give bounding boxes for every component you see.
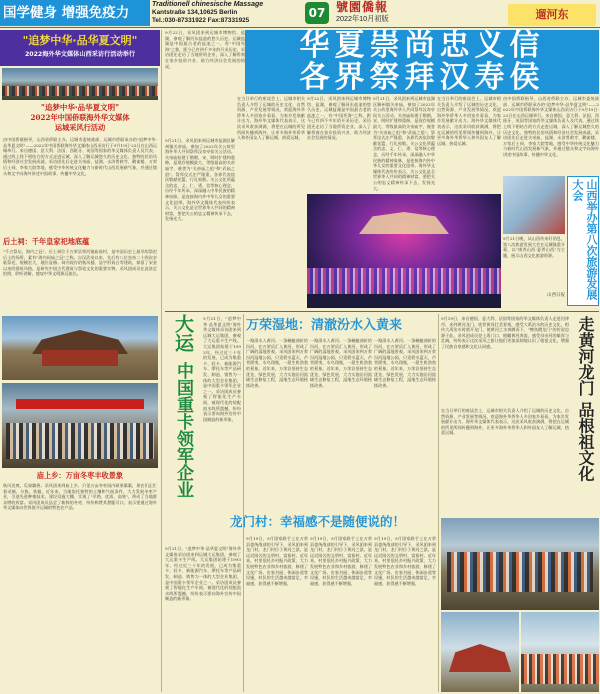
longmen-body-1: 9月19日，9月国家联手上在万荣县委统战部的引导下，采风团来到龙门村。龙门村位于黄河之滨，是远近闻名的文明村、富裕村。近年来，村里依托乡村振兴政策，大力发展特色农业和乡村旅游，修建了文化广场、农家书屋、休闲步道等设施，村民的生活越来越富足，幸福感、获得感不断增强。 — [246, 536, 308, 586]
huanghe-body: 9月19日，来自德国、意大利、法国等国家的华文媒体负责人走进河津市，来到黄河龙门，欣赏黄河壮美景观，感受大禹治水的历史文化。相传大禹治水时凿开龙门，使黄河之水奔腾而下，"鲤鱼跳龙门"的传说也源于此。采风团成员登上禹门口，俯瞰黄河奔流，感受母亲河的雄浑与壮阔，纷纷表示这次采风之旅让他们更加深刻地认识了根祖文化，增强了民族自豪感和文化认同感。 — [441, 316, 569, 349]
shanxi-side-body: 9月21日晚，从山西传来好消息，第八次旅游发展大会在运城隆重开幕，以"康养山西·夏养山西"为主题，展示山西文化旅游资源。 — [503, 236, 565, 258]
center-text-col-1: 9月21日，采风团来到运城市盐湖区解州镇关帝庙，参加了2022年关公故里海外华人共同祭拜汉寿亭侯关公活动。关帝庙始建于隋朝，宋、明时扩建和重修，是现存规模最大、等级最高的关帝庙宇，被誉为"关帝庙之祖"和"武庙之祖"。祭拜仪式庄严隆重，各界代表依次敬献花篮、行礼致敬。关公文化所蕴含的忠、义、仁、勇、信等核心理念，历经千年传承，深深融入中华民族的精神血脉，是连接海内外中华儿女的重要文化纽带。海外华文媒体代表纷纷表示，关公文化是全世界华人共同的精神财富，要把关公的忠义精神传承下去，发扬光大。 — [165, 138, 235, 222]
right-text-col-top: 由中国侨联指导，山西省侨联主办，运城市委统战部、运城市侨联承办的"追梦中华·品华夏文明"——2022年中国侨联海外华文媒体山西采访行于9月19日-23日在山西运城举行。来自德国、意大利、法国、西班牙、英国等国家的华文媒体负责人及代表，通过线上线下相结合的方式走进运城，深入了解运城悠久的历史文化、独特的民俗风情和经济社会发展成就。采访团先后走进关帝庙、盐湖、永济普救寺、鹳雀楼、万荣后土祠、李家大院等地，感受中华传统文化魅力与新时代山西发展新气象，并通过镜头和文字向海外讲述中国故事、传播中华文化。 — [503, 96, 599, 157]
column-tag: 遛河东 — [535, 8, 569, 21]
tourism-conference-photo — [503, 176, 565, 234]
datong-title-1: 大运 — [172, 314, 194, 352]
paper-name: 號園僑報 — [336, 0, 389, 14]
houtu-title: 后土祠：千年皇家祀地底蕴 — [3, 237, 90, 246]
temple-photo — [2, 316, 158, 380]
page-number-badge — [305, 2, 329, 24]
dragon-gate-photo-1 — [441, 612, 519, 692]
longmen-body-2: 9月19日，9月国家联手上在万荣县委统战部的引导下，采风团来到龙门村。龙门村位于黄河之滨，是远近闻名的文明村、富裕村。近年来，村里依托乡村振兴政策，大力发展特色农业和乡村旅游，修建了文化广场、农家书屋、休闲步道等设施，村民的生活越来越富足，幸福感、获得感不断增强。 — [310, 536, 372, 586]
dream-title-3: 运城采风行活动 — [54, 123, 106, 132]
left-banner — [0, 30, 160, 66]
dragon-gate-photo-2 — [521, 612, 599, 692]
column-divider-right — [438, 314, 439, 692]
publisher-address: Kantstraße 134,10625 Berlin — [152, 9, 238, 16]
center-text-col-3: 9月22日，采风团来到运城市博物馆、盐湖，参观了解河东盐池的悠久历史。运城盐湖是中国最古老的盐池之一，有"中国死海"之称，距今已有四千多年的开采历史。采访团还走访了当地侨资企业，深入了解侨商在家乡投资兴业、助力经济社会发展的情况。 — [307, 96, 371, 141]
shanxi-side-credit: 山西日报 — [547, 293, 565, 298]
dream-title-1: "追梦中华·品华夏文明" — [40, 103, 120, 112]
shanxi-side-title: 山西举办第八次旅游发展大会 — [571, 179, 598, 300]
group-photo-right — [441, 518, 599, 610]
group-photo-top — [2, 68, 158, 100]
dream-title-2: 2022年中国侨联海外华文媒体 — [30, 113, 130, 122]
wanrong-body-3: 一路清水入黄河。一条蜿蜒曲折的汾河，在万荣县汇入黄河，形成了广阔的湿地景观。采风团来到万荣汾河湿地公园，只见碧水蓝天，芦苇摇曳，水鸟翔集，一派生机勃勃的景象。近年来，万荣县坚持生态优先、绿色发展，大力实施汾河流域生态修复工程，湿地生态环境持续改善。 — [374, 338, 436, 388]
datong-title-2: 中国重卡领军企业 — [173, 362, 193, 498]
mid-rule — [165, 311, 599, 312]
pujiu-title: 庙上乡：万亩冬枣丰收景象 — [36, 471, 124, 480]
publisher-info — [152, 1, 302, 26]
upper-mid-text — [165, 30, 245, 136]
publisher-name: Traditionell chinesische Massage — [152, 1, 264, 8]
upper-mid-body: 9月22日，采风团来到运城市博物馆、盐湖，参观了解河东盐池的悠久历史。运城盐湖是中国最古老的盐池之一，有"中国死海"之称，距今已有四千多年的开采历史。采访团还走访了当地侨资企业，深入了解侨商在家乡投资兴业、助力经济社会发展的情况。 — [165, 30, 245, 69]
wanrong-body-1: 一路清水入黄河。一条蜿蜒曲折的汾河，在万荣县汇入黄河，形成了广阔的湿地景观。采风团来到万荣汾河湿地公园，只见碧水蓝天，芦苇摇曳，水鸟翔集，一派生机勃勃的景象。近年来，万荣县坚持生态优先、绿色发展，大力实施汾河流域生态修复工程，湿地生态环境持续改善。 — [246, 338, 308, 388]
datong-title-box — [165, 314, 201, 544]
column-tag-box — [508, 4, 596, 26]
longmen-body-3: 9月19日，9月国家联手上在万荣县委统战部的引导下，采风团来到龙门村。龙门村位于黄河之滨，是远近闻名的文明村、富裕村。近年来，村里依托乡村振兴政策，大力发展特色农业和乡村旅游，修建了文化广场、农家书屋、休闲步道等设施，村民的生活越来越富足，幸福感、获得感不断增强。 — [374, 536, 436, 586]
column-divider-left — [161, 30, 162, 692]
date-edition: 2022年10月初版 — [336, 14, 389, 23]
left-banner-subtitle: 2022海外华文媒体山西采访行活动举行 — [24, 51, 136, 58]
ceremony-photo — [307, 194, 501, 308]
dream-body: 由中国侨联指导，山西省侨联主办，运城市委统战部、运城市侨联承办的"追梦中华·品华夏文明"——2022年中国侨联海外华文媒体山西采访行于9月19日-23日在山西运城举行。来自德国、意大利、法国、西班牙、英国等国家的华文媒体负责人及代表，通过线上线下相结合的方式走进运城，深入了解运城悠久的历史文化、独特的民俗风情和经济社会发展成就。采访团先后走进关帝庙、盐湖、永济普救寺、鹳雀楼、万荣后土祠、李家大院等地，感受中华传统文化魅力与新时代山西发展新气象，并通过镜头和文字向海外讲述中国故事、传播中华文化。 — [3, 137, 157, 176]
right-lower-body: 在当日举行的座谈会上，运城市相关负责人介绍了运城的历史文化、自然资源、产业发展等情况，欢迎海外华侨华人多回家乡看看，为家乡发展献计出力。海外华文媒体代表表示，这次采风收获满满，将把在运城的所见所闻传播到海外，让更多海外华侨华人和外国友人了解运城、热爱运城。 — [441, 408, 569, 436]
datong-body-1: 9月21日，"追梦中华·品华夏文明"海外华文媒体采访团来到运城大运集团，参观了大运重卡生产线。大运集团始建于1993年，经过近三十年的发展，已成为集重卡、轻卡、新能源汽车、摩托车等产品研发、制造、销售为一体的大型企业集团，是中国重卡领军企业之一。采访团成员参观了智能化生产车间，被现代化的装配流水线所震撼，纷纷表示要向海外宣传中国制造的新形象。 — [203, 316, 241, 422]
huanghe-title-box — [571, 316, 599, 516]
datong-body-2: 9月21日，"追梦中华·品华夏文明"海外华文媒体采访团来到运城大运集团，参观了大运重卡生产线。大运集团始建于1993年，经过近三十年的发展，已成为集重卡、轻卡、新能源汽车、摩托车等产品研发、制造、销售为一体的大型企业集团，是中国重卡领军企业之一。采访团成员参观了智能化生产车间，被现代化的装配流水线所震撼，纷纷表示要向海外宣传中国制造的新形象。 — [165, 546, 241, 602]
main-headline-line1: 华夏崇尚忠义信 — [299, 28, 545, 63]
center-text-col-2: 在当日举行的座谈会上，运城市相关负责人介绍了运城的历史文化、自然资源、产业发展等情况，欢迎海外华侨华人多回家乡看看，为家乡发展献计出力。海外华文媒体代表表示，这次采风收获满满，将把在运城的所见所闻传播到海外，让更多海外华侨华人和外国友人了解运城、热爱运城。 — [237, 96, 305, 141]
center-text-col-4: 9月21日，采风团来到运城市盐湖区解州镇关帝庙，参加了2022年关公故里海外华人共同祭拜汉寿亭侯关公活动。关帝庙始建于隋朝，宋、明时扩建和重修，是现存规模最大、等级最高的关帝庙宇，被誉为"关帝庙之祖"和"武庙之祖"。祭拜仪式庄严隆重，各界代表依次敬献花篮、行礼致敬。关公文化所蕴含的忠、义、仁、勇、信等核心理念，历经千年传承，深深融入中华民族的精神血脉，是连接海内外中华儿女的重要文化纽带。海外华文媒体代表纷纷表示，关公文化是全世界华人共同的精神财富，要把关公的忠义精神传承下去，发扬光大。 — [373, 96, 435, 191]
main-headline-line2: 各界祭拜汉寿侯 — [299, 60, 545, 95]
wanrong-title: 万荣湿地：清澈汾水入黄来 — [246, 318, 403, 333]
page-number: 07 — [308, 6, 326, 20]
masthead-slogan-band — [0, 0, 150, 26]
masthead-slogan: 国学健身 增强免疫力 — [3, 5, 130, 21]
houtu-body: "千古祭坛，海内之冠"。后土祠位于万荣县荣河镇庙前村，是中国历史上最早的祭祀后土的场所，素有"海内祠庙之冠"之称。自汉武帝以来，先后有八位皇帝二十四次亲临祭祀，规模宏大，地位显赫。祠内现存的秋风楼、品字形戏台等建筑，保留了宋金以来的建筑风格，是研究中国古代建筑与祭祀文化的重要实物。采风团成员在此驻足拍照，聆听讲解，感叹中华文明源远流长。 — [3, 249, 157, 277]
left-banner-title: "追梦中华·品华夏文明" — [22, 34, 138, 47]
shanxi-side-title-box — [567, 176, 599, 306]
longmen-title: 龙门村：幸福感不是随便说的！ — [230, 514, 406, 529]
huanghe-title: 走黄河龙门 品根祖文化 — [576, 316, 595, 482]
publisher-tel: Tel.:030-87331922 Fax:87331925 — [152, 17, 250, 24]
center-text-col-5: 在当日举行的座谈会上，运城市相关负责人介绍了运城的历史文化、自然资源、产业发展等情况，欢迎海外华侨华人多回家乡看看，为家乡发展献计出力。海外华文媒体代表表示，这次采风收获满满，将把在运城的所见所闻传播到海外，让更多海外华侨华人和外国友人了解运城、热爱运城。 — [437, 96, 501, 146]
column-divider-mid — [243, 314, 244, 692]
group-photo-banner — [2, 383, 158, 468]
wanrong-body-2: 一路清水入黄河。一条蜿蜒曲折的汾河，在万荣县汇入黄河，形成了广阔的湿地景观。采风团来到万荣汾河湿地公园，只见碧水蓝天，芦苇摇曳，水鸟翔集，一派生机勃勃的景象。近年来，万荣县坚持生态优先、绿色发展，大力实施汾河流域生态修复工程，湿地生态环境持续改善。 — [310, 338, 372, 388]
pujiu-body: 秋风送爽，瓜果飘香。采风团来到庙上乡，只见万亩冬枣园内硕果累累，果农们正忙着采摘、分拣、装箱。近年来，当地依托独特的土壤和气候条件，大力发展冬枣产业，引进先进种植技术，建设设施大棚，实现了"早熟、优质、高效"，带动了当地群众增收致富。采风团成员品尝了新鲜的冬枣，纷纷称赞其甜脆可口，表示要通过海外华文媒体向世界推介运城的特色农产品。 — [3, 483, 157, 511]
main-headline-box — [245, 30, 599, 94]
